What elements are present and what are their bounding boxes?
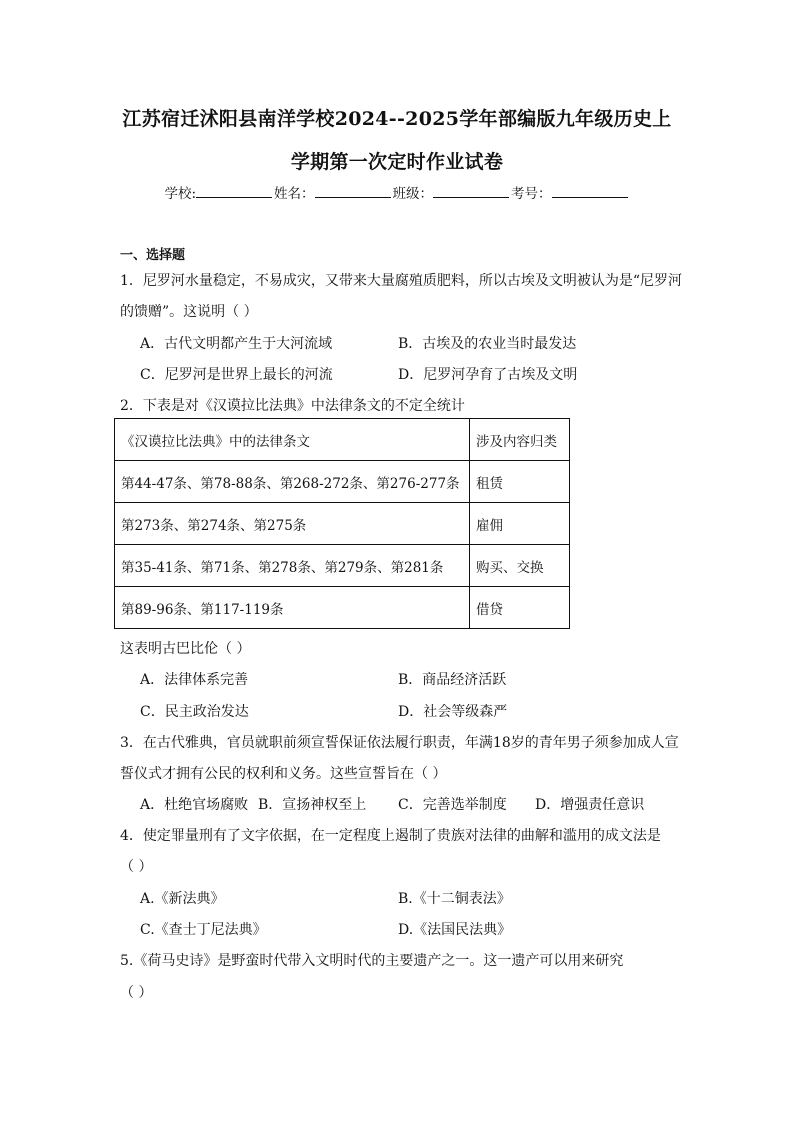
table-row [115,587,570,629]
table-row [115,503,570,545]
question-5-stem-line-2: （ ） [120,985,153,1001]
student-info-line [0,182,794,202]
question-1-option-c[interactable]: C．尼罗河是世界上最长的河流 [140,367,333,383]
question-4-option-a[interactable]: A.《新法典》 [140,891,225,907]
question-2-option-a[interactable]: A．法律体系完善 [140,672,249,688]
table-cell: 借贷 [470,587,570,629]
table-cell: 第273条、第274条、第275条 [115,503,470,545]
question-5-stem-line-1: 5.《荷马史诗》是野蛮时代带入文明时代的主要遗产之一。这一遗产可以用来研究 [120,953,624,969]
hammurabi-law-table [114,418,570,629]
name-blank[interactable] [315,185,391,198]
section-heading: 一、选择题 [120,248,186,263]
question-2-option-c[interactable]: C．民主政治发达 [140,704,249,720]
question-4-stem-line-2: （ ） [120,859,153,875]
table-header-row [115,419,570,461]
question-3-stem-line-1: 3．在古代雅典，官员就职前须宣誓保证依法履行职责，年满18岁的青年男子须参加成人宣 [120,735,679,751]
question-4-option-b[interactable]: B.《十二铜表法》 [398,891,511,907]
question-4-option-d[interactable]: D.《法国民法典》 [398,922,512,938]
question-1-option-a[interactable]: A．古代文明都产生于大河流域 [140,336,333,352]
table-cell: 购买、交换 [470,545,570,587]
table-row [115,545,570,587]
question-3-option-c[interactable]: C．完善选举制度 [398,797,507,813]
table-row [115,461,570,503]
question-2-option-d[interactable]: D．社会等级森严 [398,704,508,720]
table-cell: 第35-41条、第71条、第278条、第279条、第281条 [115,545,470,587]
question-3-option-d[interactable]: D．增强责任意识 [535,797,645,813]
question-4-stem-line-1: 4．使定罪量刑有了文字依据，在一定程度上遏制了贵族对法律的曲解和滥用的成文法是 [120,828,661,844]
class-blank[interactable] [433,185,509,198]
question-3-option-a[interactable]: A．杜绝官场腐败 [140,797,249,813]
class-label: 班级： [392,186,434,202]
exam-number-blank[interactable] [552,185,628,198]
question-1-stem-line-2: 的馈赠”。这说明（ ） [120,304,258,320]
question-1-option-b[interactable]: B．古埃及的农业当时最发达 [398,336,577,352]
table-cell: 雇佣 [470,503,570,545]
question-3-option-b[interactable]: B．宣扬神权至上 [258,797,367,813]
question-3-stem-line-2: 誓仪式才拥有公民的权利和义务。这些宣誓旨在（ ） [120,766,447,782]
table-header-cell: 涉及内容归类 [470,419,570,461]
exam-title-line-2: 学期第一次定时作业试卷 [290,151,504,173]
question-2-prompt: 这表明古巴比伦（ ） [120,641,251,657]
school-blank[interactable] [196,185,272,198]
table-header-cell: 《汉谟拉比法典》中的法律条文 [115,419,470,461]
table-cell: 第44-47条、第78-88条、第268-272条、第276-277条 [115,461,470,503]
exam-number-label: 考号： [511,186,552,202]
question-4-option-c[interactable]: C.《查士丁尼法典》 [140,922,267,938]
name-label: 姓名： [274,186,315,202]
exam-title-line-1: 江苏宿迁沭阳县南洋学校2024--2025学年部编版九年级历史上 [122,108,672,130]
question-2-option-b[interactable]: B．商品经济活跃 [398,672,507,688]
table-cell: 租赁 [470,461,570,503]
question-1-stem-line-1: 1．尼罗河水量稳定，不易成灾，又带来大量腐殖质肥料，所以古埃及文明被认为是“尼罗河 [120,273,683,289]
school-label: 学校: [164,186,197,202]
question-2-stem: 2．下表是对《汉谟拉比法典》中法律条文的不定全统计 [120,398,465,414]
table-cell: 第89-96条、第117-119条 [115,587,470,629]
question-1-option-d[interactable]: D．尼罗河孕育了古埃及文明 [398,367,578,383]
